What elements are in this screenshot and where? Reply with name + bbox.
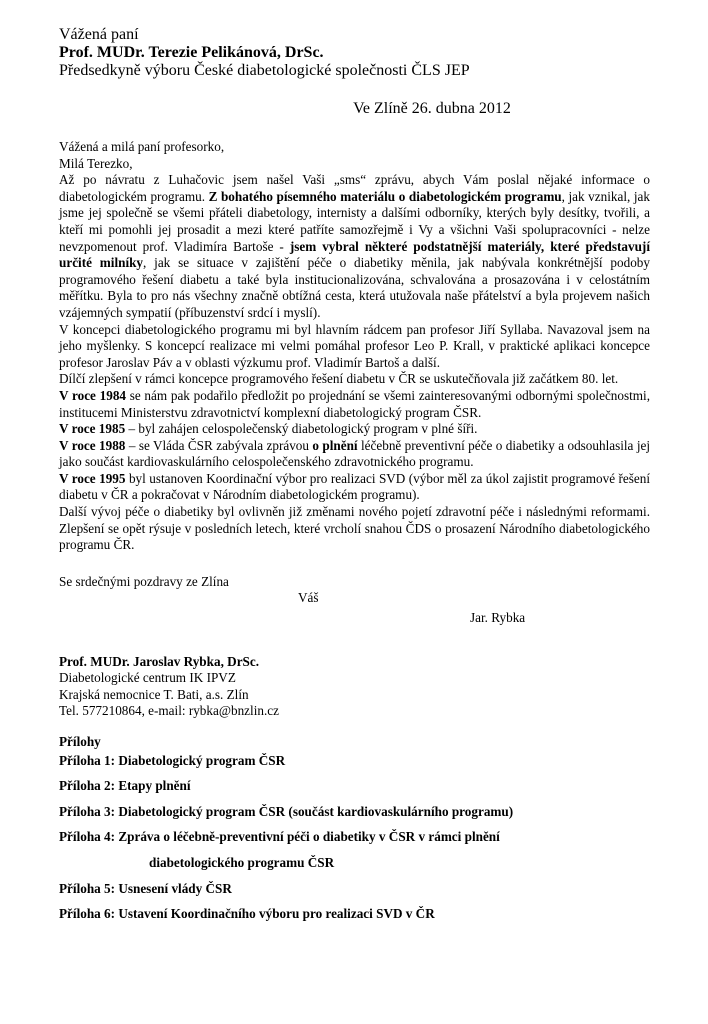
p7-text: byl ustanoven Koordinační výbor pro realizaci SVD (výbor měl za úkol zajistit programové řešení diabetu v ČR a pokračovat v Národním diabetologickém programu).	[59, 470, 650, 503]
attachment-item-4-continuation: diabetologického programu ČSR	[149, 854, 335, 870]
p6-text-2: léčebně preventivní péče o diabetiky a odsouhlasila jej jako součást kardiovaskulárního celospolečenského zdravotnického programu.	[59, 437, 651, 470]
attachment-item-4: Příloha 4: Zpráva o léčebně-preventivní péči o diabetiky v ČSR v rámci plnění	[59, 829, 500, 845]
signature-contact: Tel. 577210864, e-mail: rybka@bnzlin.cz	[59, 703, 279, 719]
p6-year-label: V roce 1988	[59, 437, 126, 453]
body-paragraph-8: Další vývoj péče o diabetiky byl ovlivněn již změnami nového pojetí zdravotní péče i následnými reformami. Zlepšení se opět rýsuje v posledních letech, které vrcholí snahou ČDS o prosazení Národního diabetologického programu ČR.	[59, 504, 650, 553]
body-paragraph-1	[59, 172, 650, 321]
body-paragraph-7	[59, 471, 650, 504]
attachments-heading: Přílohy	[59, 734, 101, 749]
attachment-item-3: Příloha 3: Diabetologický program ČSR (součást kardiovaskulárního programu)	[59, 803, 514, 819]
body-paragraph-6	[59, 438, 650, 471]
closing-greeting: Se srdečnými pozdravy ze Zlína	[59, 573, 229, 589]
p1-bold-1: Z bohatého písemného materiálu o diabetologickém programu	[208, 188, 562, 204]
p5-text: – byl zahájen celospolečenský diabetologický program v plné šíři.	[125, 421, 478, 437]
attachment-item-1: Příloha 1: Diabetologický program ČSR	[59, 752, 286, 768]
p1-segment-2: , jak vznikal, jak jsme jej společně se všemi přáteli diabetology, internisty a dalšími odborníky, kterých byly desítky, tvořili, a kteří mi pomohli jej prosadit a mezi které patříte samozřejmě i Vy a všichni Vaši spolupracovníci - nelze nevzpomenout prof. Vladimíra Bartoše -	[59, 188, 650, 254]
p5-year-label: V roce 1985	[59, 421, 126, 437]
addressee-name: Prof. MUDr. Terezie Pelikánová, DrSc.	[59, 44, 324, 61]
p1-segment-3: , jak se situace v zajištění péče o diabetiky měnila, jak nabývala konkrétnější podoby programového řešení diabetu a také byla institucionalizována, schvalována a prosazována i v celostátním měřítku. Byla to pro nás všechny značně obtížná cesta, která utužovala naše přátelství a byla projevem našich vzájemných sympatií (příbuzenství srdcí i myslí).	[59, 255, 650, 320]
p7-year-label: V roce 1995	[59, 470, 126, 486]
body-paragraph-5	[59, 421, 650, 438]
p6-text-1: – se Vláda ČSR zabývala zprávou	[125, 437, 313, 453]
date-line	[59, 100, 650, 118]
signature-hospital: Krajská nemocnice T. Bati, a.s. Zlín	[59, 686, 249, 702]
p6-bold-emphasis: o plnění	[312, 437, 358, 453]
signature-name: Prof. MUDr. Jaroslav Rybka, DrSc.	[59, 653, 260, 669]
salutation-line-2: Milá Terezko,	[59, 155, 133, 171]
attachments-block	[59, 734, 650, 923]
body-paragraph-2: V koncepci diabetologického programu mi byl hlavním rádcem pan profesor Jiří Syllaba. Navazoval jsem na jeho myšlenky. S koncepcí realizace mi velmi pomáhal profesor Leo P. Krall, v praktické aplikaci koncepce profesor Jaroslav Páv a v oblasti výzkumu prof. Vladimír Bartoš a další.	[59, 321, 650, 370]
p4-text: se nám pak podařilo předložit po projednání se všemi zainteresovanými odbornými společnostmi, institucemi Ministerstvu zdravotnictví komplexní diabetologický program ČSR.	[59, 387, 650, 420]
signature-block	[59, 654, 650, 720]
attachment-item-5: Příloha 5: Usnesení vlády ČSR	[59, 880, 232, 896]
letter-body	[59, 172, 650, 554]
addressee-line-1: Vážená paní	[59, 26, 139, 43]
salutation-block	[59, 139, 650, 172]
body-paragraph-3: Dílčí zlepšení v rámci koncepce programového řešení diabetu v ČR se uskutečňovala již začátkem 80. let.	[59, 371, 619, 387]
salutation-line-1: Vážená a milá paní profesorko,	[59, 139, 225, 154]
closing-block	[59, 574, 650, 627]
attachment-item-6: Příloha 6: Ustavení Koordinačního výboru pro realizaci SVD v ČR	[59, 906, 435, 922]
body-paragraph-4	[59, 388, 650, 421]
addressee-title: Předsedkyně výboru České diabetologické společnosti ČLS JEP	[59, 62, 470, 79]
p1-bold-2: jsem vybral některé podstatnější materiály, které představují určité milníky	[59, 238, 650, 271]
addressee-block	[59, 26, 650, 80]
signature-institution: Diabetologické centrum IK IPVZ	[59, 670, 236, 686]
attachment-item-2: Příloha 2: Etapy plnění	[59, 778, 191, 794]
closing-signer-name: Jar. Rybka	[470, 610, 526, 626]
p1-segment-1: Až po návratu z Luhačovic jsem našel Vaši „sms“ zprávu, abych Vám poslal nějaké informace o diabetologickém programu.	[59, 172, 650, 204]
closing-yours: Váš	[298, 590, 319, 606]
p4-year-label: V roce 1984	[59, 387, 127, 403]
date-text: Ve Zlíně 26. dubna 2012	[353, 100, 511, 117]
